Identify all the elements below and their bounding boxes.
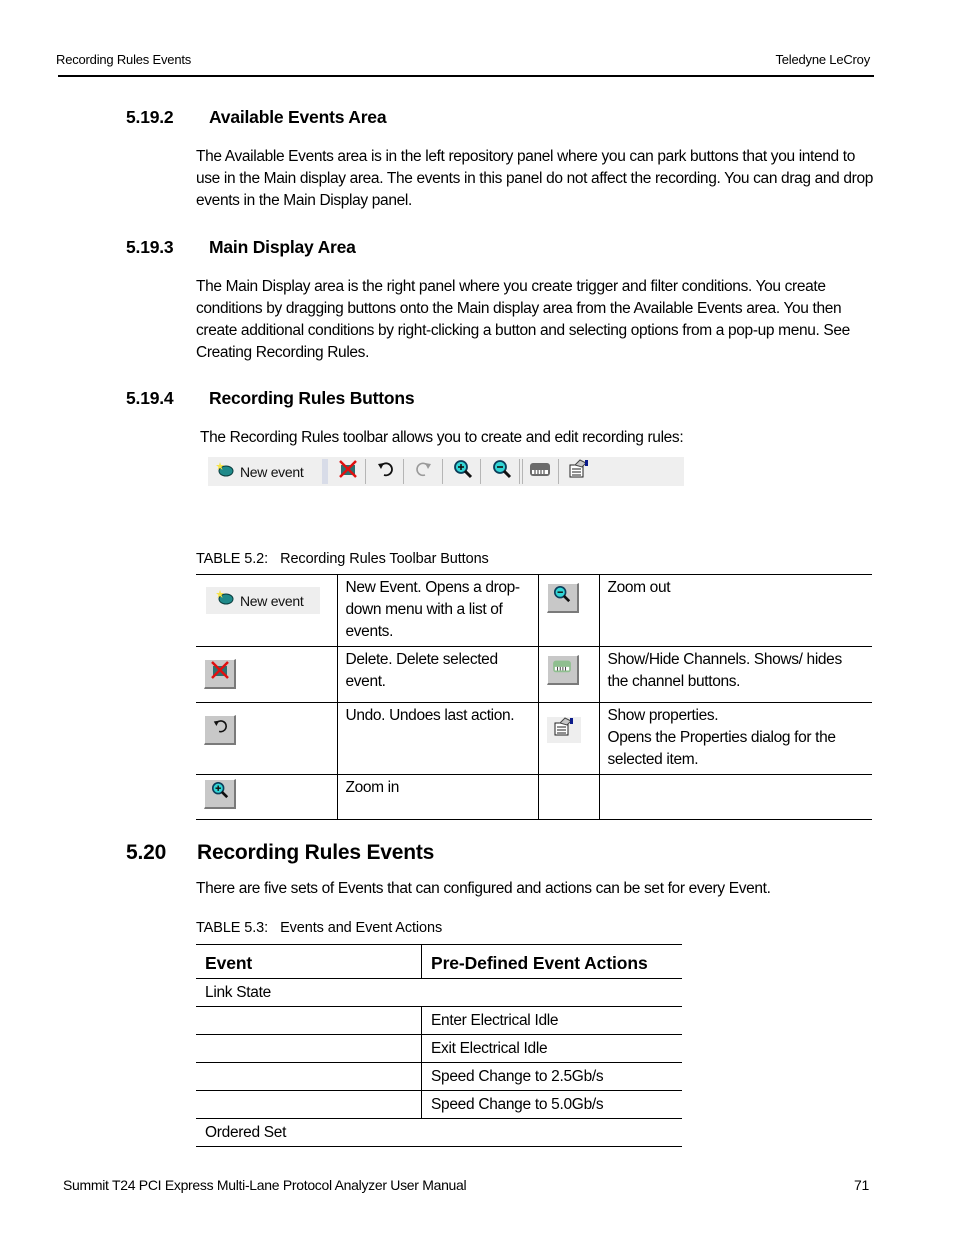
footer-manual-title: Summit T24 PCI Express Multi-Lane Protocol Analyzer User Manual: [63, 1177, 467, 1193]
column-header-event: Event: [196, 945, 422, 979]
new-event-label: New event: [240, 592, 304, 609]
section-title: Recording Rules Events: [197, 841, 435, 864]
zoom-in-icon: [453, 459, 473, 484]
redo-button[interactable]: [415, 457, 433, 486]
column-header-actions: Pre-Defined Event Actions: [422, 945, 683, 979]
event-group-cell: Ordered Set: [196, 1119, 682, 1147]
section-number: 5.19.2: [126, 107, 174, 127]
description-cell: Show/Hide Channels. Shows/ hides the channel buttons.: [599, 647, 872, 703]
toolbar-buttons-table: [196, 574, 872, 820]
section-body-5-19-4: The Recording Rules toolbar allows you to create and edit recording rules:: [200, 429, 684, 446]
section-number: 5.19.3: [126, 237, 174, 257]
undo-icon: [376, 460, 394, 483]
delete-icon: [338, 459, 358, 484]
section-heading-5-19-2: [126, 107, 826, 129]
delete-button-image: [204, 659, 236, 689]
icon-cell: [196, 647, 337, 703]
new-event-label: New event: [240, 463, 304, 480]
toolbar-separator: [365, 459, 366, 484]
properties-button-image: [547, 717, 581, 743]
description-cell: Zoom in: [337, 775, 538, 820]
empty-cell: [538, 775, 599, 820]
section-body-5-19-3: The Main Display area is the right panel where you create trigger and filter conditions. You create conditions by dragging buttons onto the Main display area from the Available Events area. You then create additional conditions by right-clicking a button and selecting options from a pop-up menu. See Creating Recording Rules.: [196, 278, 850, 361]
icon-cell: [538, 703, 599, 775]
events-table: [196, 944, 682, 1147]
table-5-2-caption: [196, 551, 489, 567]
table-row: [196, 1007, 682, 1035]
action-cell: Exit Electrical Idle: [422, 1035, 683, 1063]
properties-icon: [553, 717, 575, 744]
section-number: 5.20: [126, 841, 167, 864]
toolbar-grip: [322, 459, 328, 484]
undo-icon: [212, 718, 228, 741]
event-cell: [196, 1091, 422, 1119]
table-row: [196, 1119, 682, 1147]
page-number: 71: [854, 1177, 869, 1193]
section-body-5-20: There are five sets of Events that can configured and actions can be set for every Event.: [196, 880, 771, 897]
redo-icon: [415, 460, 433, 483]
caption-text: Events and Event Actions: [280, 920, 443, 936]
table-header-row: [196, 945, 682, 979]
empty-cell: [599, 775, 872, 820]
table-row: [196, 979, 682, 1007]
undo-button-image: [204, 715, 236, 745]
caption-number: TABLE 5.3:: [196, 920, 269, 936]
event-cell: [196, 1035, 422, 1063]
toolbar-separator: [558, 459, 559, 484]
table-row: [196, 647, 872, 703]
event-group-cell: Link State: [196, 979, 682, 1007]
zoom-out-icon: [492, 459, 512, 484]
description-cell: Undo. Undoes last action.: [337, 703, 538, 775]
zoom-out-icon: [553, 585, 571, 610]
event-cell: [196, 1007, 422, 1035]
undo-button[interactable]: [376, 457, 394, 486]
toolbar-separator: [403, 459, 404, 484]
header-company: Teledyne LeCroy: [775, 52, 870, 67]
description-line: Show properties.: [607, 707, 719, 724]
action-cell: Enter Electrical Idle: [422, 1007, 683, 1035]
toolbar-separator: [442, 459, 443, 484]
caption-number: TABLE 5.2:: [196, 551, 269, 567]
channels-icon: [529, 460, 551, 483]
recording-rules-toolbar: [208, 457, 684, 486]
new-event-button-image: [206, 587, 320, 614]
delete-button[interactable]: [338, 457, 358, 486]
table-row: [196, 1035, 682, 1063]
zoom-out-button-image: [547, 583, 579, 613]
toolbar-separator: [519, 459, 520, 484]
icon-cell: [538, 647, 599, 703]
zoom-out-button[interactable]: [492, 457, 512, 486]
toolbar-separator: [522, 459, 523, 484]
section-body-5-19-2: The Available Events area is in the left repository panel where you can park buttons that you intend to use in the Main display area. The events in this panel do not affect the recording. You can drag and drop events in the Main Display panel.: [196, 148, 874, 209]
channels-button-image: [547, 655, 579, 685]
show-properties-button[interactable]: [568, 457, 590, 486]
show-hide-channels-button[interactable]: [529, 457, 551, 486]
description-cell: Delete. Delete selected event.: [337, 647, 538, 703]
section-title: Available Events Area: [209, 107, 387, 127]
new-event-button[interactable]: [216, 457, 303, 486]
table-row: [196, 1063, 682, 1091]
delete-icon: [210, 660, 230, 687]
zoom-in-button-image: [204, 779, 236, 809]
header-section-title: Recording Rules Events: [56, 52, 192, 67]
header-divider: [58, 75, 874, 77]
table-row: [196, 775, 872, 820]
icon-cell: [196, 775, 337, 820]
table-row: [196, 1091, 682, 1119]
description-cell: [599, 703, 872, 775]
zoom-in-button[interactable]: [453, 457, 473, 486]
action-cell: Speed Change to 5.0Gb/s: [422, 1091, 683, 1119]
icon-cell: [538, 575, 599, 647]
channels-icon: [552, 658, 572, 681]
description-cell: New Event. Opens a drop-down menu with a list of events.: [337, 575, 538, 647]
new-event-icon: [216, 461, 234, 482]
caption-text: Recording Rules Toolbar Buttons: [280, 551, 489, 567]
section-title: Recording Rules Buttons: [209, 388, 415, 408]
table-row: [196, 575, 872, 647]
page-footer: [63, 1177, 871, 1193]
description-cell: Zoom out: [599, 575, 872, 647]
section-heading-5-20: [126, 841, 826, 869]
new-event-icon: [216, 589, 234, 612]
toolbar-separator: [480, 459, 481, 484]
event-cell: [196, 1063, 422, 1091]
zoom-in-icon: [211, 781, 229, 806]
icon-cell: [196, 703, 337, 775]
action-cell: Speed Change to 2.5Gb/s: [422, 1063, 683, 1091]
section-heading-5-19-3: [126, 237, 826, 259]
table-row: [196, 703, 872, 775]
table-5-3-caption: [196, 920, 442, 936]
properties-icon: [568, 459, 590, 484]
section-title: Main Display Area: [209, 237, 356, 257]
icon-cell: [196, 575, 337, 647]
section-number: 5.19.4: [126, 388, 174, 408]
description-line: Opens the Properties dialog for the selected item.: [607, 729, 836, 768]
section-heading-5-19-4: [126, 388, 826, 410]
